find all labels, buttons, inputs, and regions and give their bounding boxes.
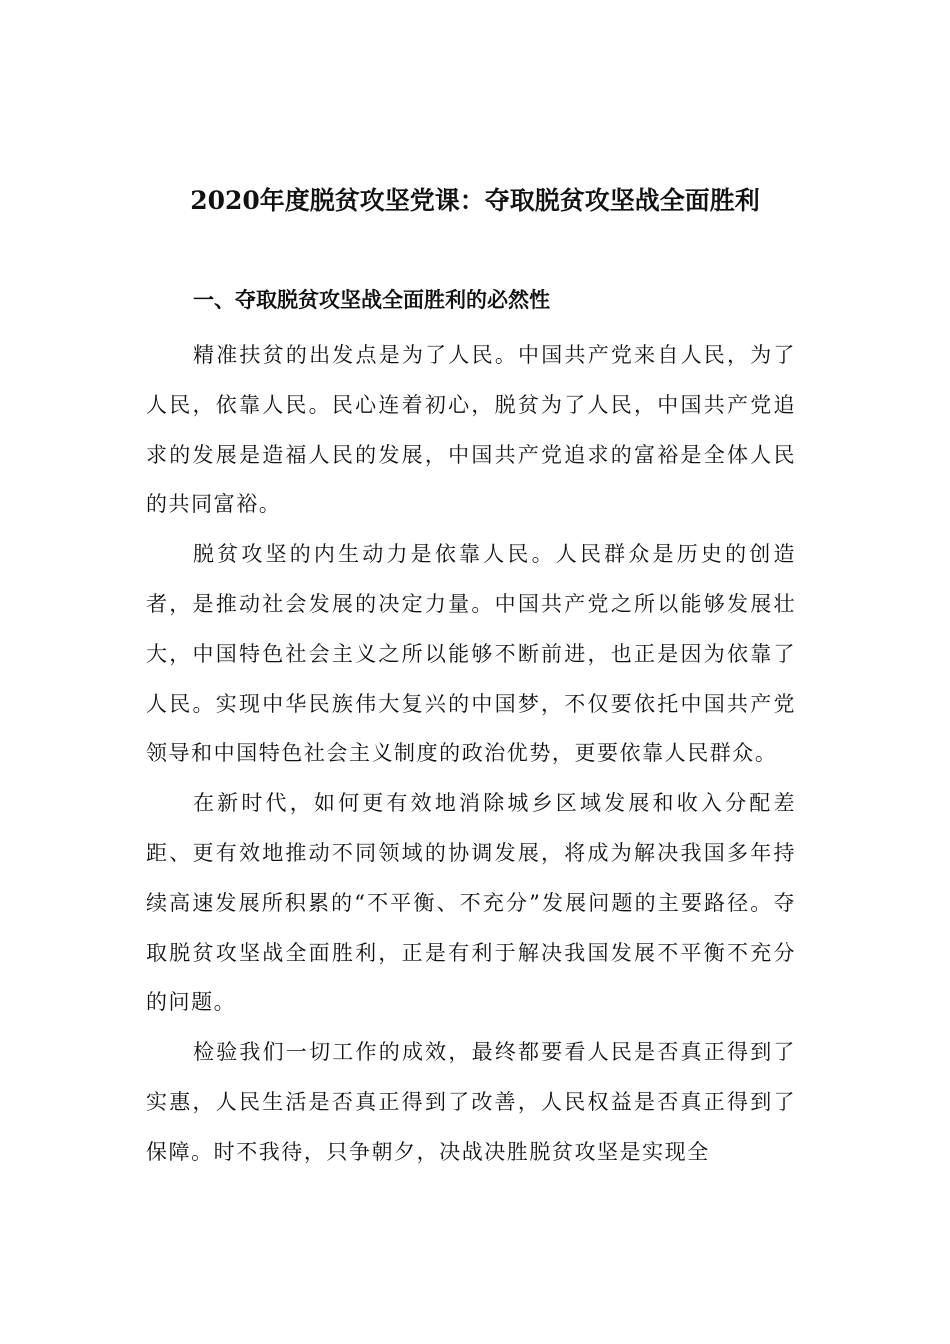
section-heading: 一、夺取脱贫攻坚战全面胜利的必然性 xyxy=(193,287,550,312)
paragraph: 在新时代，如何更有效地消除城乡区域发展和收入分配差距、更有效地推动不同领域的协调发展，将成为解决我国多年持续高速发展所积累的“不平衡、不充分”发展问题的主要路径。夺取脱贫攻坚战全面胜利，正是有利于解决我国发展不平衡不充分的问题。 xyxy=(146,791,796,1015)
document-body xyxy=(146,331,796,1178)
paragraph: 检验我们一切工作的成效，最终都要看人民是否真正得到了实惠，人民生活是否真正得到了改善，人民权益是否真正得到了保障。时不我待，只争朝夕，决战决胜脱贫攻坚是实现全 xyxy=(146,1040,796,1164)
paragraph: 精准扶贫的出发点是为了人民。中国共产党来自人民，为了人民，依靠人民。民心连着初心，脱贫为了人民，中国共产党追求的发展是造福人民的发展，中国共产党追求的富裕是全体人民的共同富裕。 xyxy=(146,343,796,517)
document-title: 2020年度脱贫攻坚党课：夺取脱贫攻坚战全面胜利 xyxy=(190,186,760,215)
paragraph: 脱贫攻坚的内生动力是依靠人民。人民群众是历史的创造者，是推动社会发展的决定力量。中国共产党之所以能够发展壮大，中国特色社会主义之所以能够不断前进，也正是因为依靠了人民。实现中华民族伟大复兴的中国梦，不仅要依托中国共产党领导和中国特色社会主义制度的政治优势，更要依靠人民群众。 xyxy=(146,542,796,766)
